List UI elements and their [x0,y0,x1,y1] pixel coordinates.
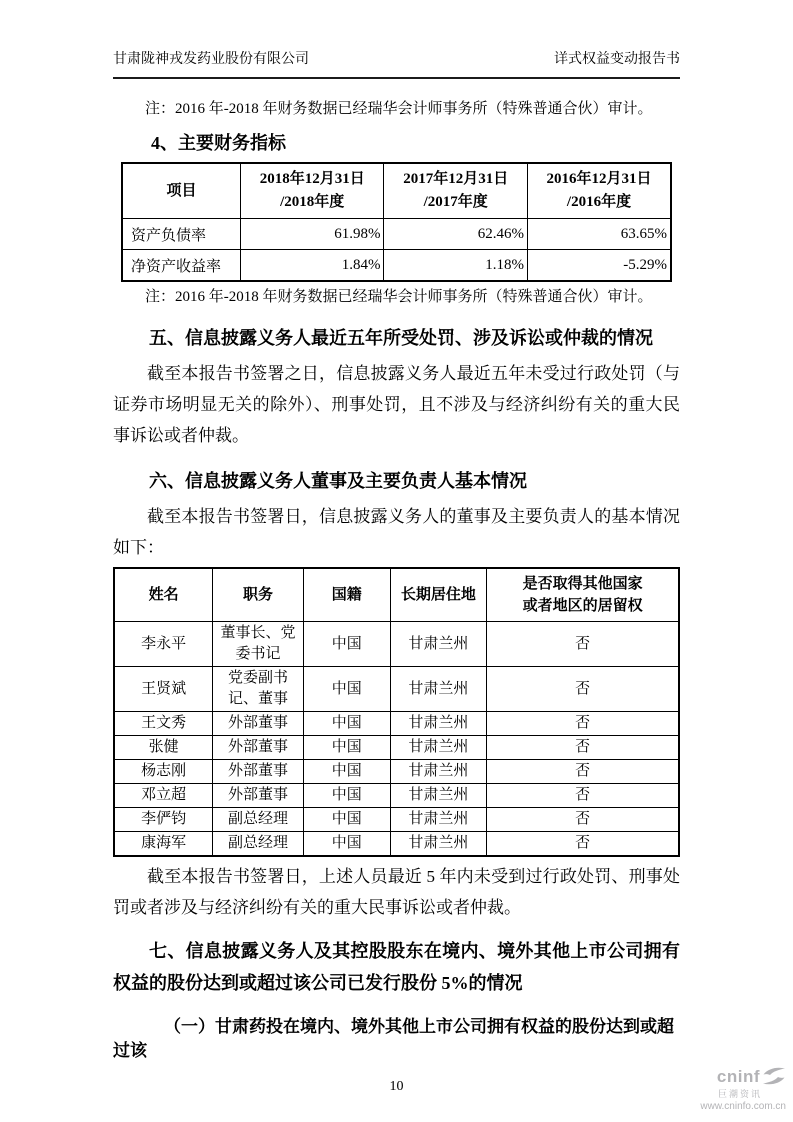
director-residence: 甘肃兰州 [390,622,487,667]
header-doc-title: 详式权益变动报告书 [554,52,680,67]
director-nationality: 中国 [303,760,390,784]
financial-header-2016 [527,163,671,219]
cninfo-logo-url: www.cninfo.com.cn [700,1101,786,1112]
table-row [114,760,679,784]
cninfo-logo-block [700,1066,786,1112]
director-residence: 甘肃兰州 [390,808,487,832]
section-5-heading: 五、信息披露义务人最近五年所受处罚、涉及诉讼或仲裁的情况 [149,328,653,348]
directors-table [113,567,680,857]
section-7-1-subheading: （一）甘肃药投在境内、境外其他上市公司拥有权益的股份达到或超过该 [113,1017,674,1060]
value-2017: 62.46% [384,219,528,250]
financial-header-2016-year: /2016年度 [566,194,632,210]
row-label: 资产负债率 [122,219,240,250]
director-permit: 否 [487,808,679,832]
director-name: 邓立超 [114,784,213,808]
director-residence: 甘肃兰州 [390,760,487,784]
financial-indicators-table [121,162,672,282]
directors-header-name: 姓名 [114,568,213,622]
director-name: 李永平 [114,622,213,667]
header-company-name: 甘肃陇神戎发药业股份有限公司 [113,52,309,67]
director-name: 李俨钧 [114,808,213,832]
director-permit: 否 [487,832,679,857]
row-label: 净资产收益率 [122,250,240,282]
section-7-heading: 七、信息披露义务人及其控股股东在境内、境外其他上市公司拥有权益的股份达到或超过该公司已发行股份 5%的情况 [113,941,680,993]
table-row [114,832,679,857]
cninfo-logo-row [700,1066,786,1091]
director-permit: 否 [487,760,679,784]
audit-note-top: 注：2016 年-2018 年财务数据已经瑞华会计师事务所（特殊普通合伙）审计。 [145,101,653,117]
director-nationality: 中国 [303,784,390,808]
directors-header-nationality: 国籍 [303,568,390,622]
table-row [114,736,679,760]
director-permit: 否 [487,784,679,808]
table-row [114,808,679,832]
directors-header-permit-text: 是否取得其他国家或者地区的居留权 [522,576,643,614]
director-permit: 否 [487,736,679,760]
director-nationality: 中国 [303,736,390,760]
director-name: 张健 [114,736,213,760]
table-row [122,250,671,282]
director-residence: 甘肃兰州 [390,736,487,760]
section-6-heading: 六、信息披露义务人董事及主要负责人基本情况 [149,471,527,491]
director-nationality: 中国 [303,808,390,832]
director-residence: 甘肃兰州 [390,784,487,808]
director-name: 王文秀 [114,712,213,736]
director-nationality: 中国 [303,622,390,667]
director-name: 杨志刚 [114,760,213,784]
document-header [113,52,680,79]
director-name: 康海军 [114,832,213,857]
director-title: 董事长、党委书记 [213,622,304,667]
director-title: 外部董事 [213,712,304,736]
table-row [114,622,679,667]
director-title: 副总经理 [213,832,304,857]
director-title: 外部董事 [213,760,304,784]
directors-header-permit [487,568,679,622]
financial-header-2018-year: /2018年度 [280,194,345,210]
financial-header-2018-date: 2018年12月31日 [259,171,365,187]
financial-header-2017 [384,163,528,219]
directors-table-header-row [114,568,679,622]
section-5-paragraph: 截至本报告书签署之日，信息披露义务人最近五年未受过行政处罚（与证券市场明显无关的除外）、刑事处罚，且不涉及与经济纠纷有关的重大民事诉讼或者仲裁。 [113,364,680,445]
director-nationality: 中国 [303,832,390,857]
table-row [114,667,679,712]
director-permit: 否 [487,622,679,667]
director-permit: 否 [487,712,679,736]
director-permit: 否 [487,667,679,712]
director-residence: 甘肃兰州 [390,832,487,857]
financial-header-2017-date: 2017年12月31日 [403,171,509,187]
cninfo-logo-subtitle: 巨潮资讯 [717,1089,762,1100]
director-residence: 甘肃兰州 [390,712,487,736]
cninfo-swoosh-icon [762,1066,786,1091]
section-6-paragraph-after: 截至本报告书签署日，上述人员最近 5 年内未受到过行政处罚、刑事处罚或者涉及与经济纠纷有关的重大民事诉讼或者仲裁。 [113,867,680,917]
directors-header-title: 职务 [213,568,304,622]
table-row [114,784,679,808]
directors-header-residence: 长期居住地 [390,568,487,622]
director-residence: 甘肃兰州 [390,667,487,712]
director-title: 副总经理 [213,808,304,832]
director-title: 外部董事 [213,784,304,808]
page-number: 10 [389,1079,404,1094]
director-name: 王贤斌 [114,667,213,712]
value-2016: -5.29% [527,250,671,282]
financial-table-header-row [122,163,671,219]
financial-header-2017-year: /2017年度 [423,194,488,210]
director-title: 外部董事 [213,736,304,760]
value-2018: 61.98% [240,219,384,250]
director-nationality: 中国 [303,712,390,736]
director-title: 党委副书记、董事 [213,667,304,712]
financial-header-2016-date: 2016年12月31日 [546,171,652,187]
financial-header-2018 [240,163,384,219]
director-nationality: 中国 [303,667,390,712]
table-row [114,712,679,736]
financial-header-item: 项目 [122,163,240,219]
value-2018: 1.84% [240,250,384,282]
value-2017: 1.18% [384,250,528,282]
section-6-paragraph: 截至本报告书签署日，信息披露义务人的董事及主要负责人的基本情况如下： [113,507,680,557]
cninfo-logo-text: cninf [716,1067,760,1087]
section-4-heading: 4、主要财务指标 [151,133,286,153]
audit-note-bottom: 注：2016 年-2018 年财务数据已经瑞华会计师事务所（特殊普通合伙）审计。 [145,289,653,305]
table-row [122,219,671,250]
value-2016: 63.65% [527,219,671,250]
